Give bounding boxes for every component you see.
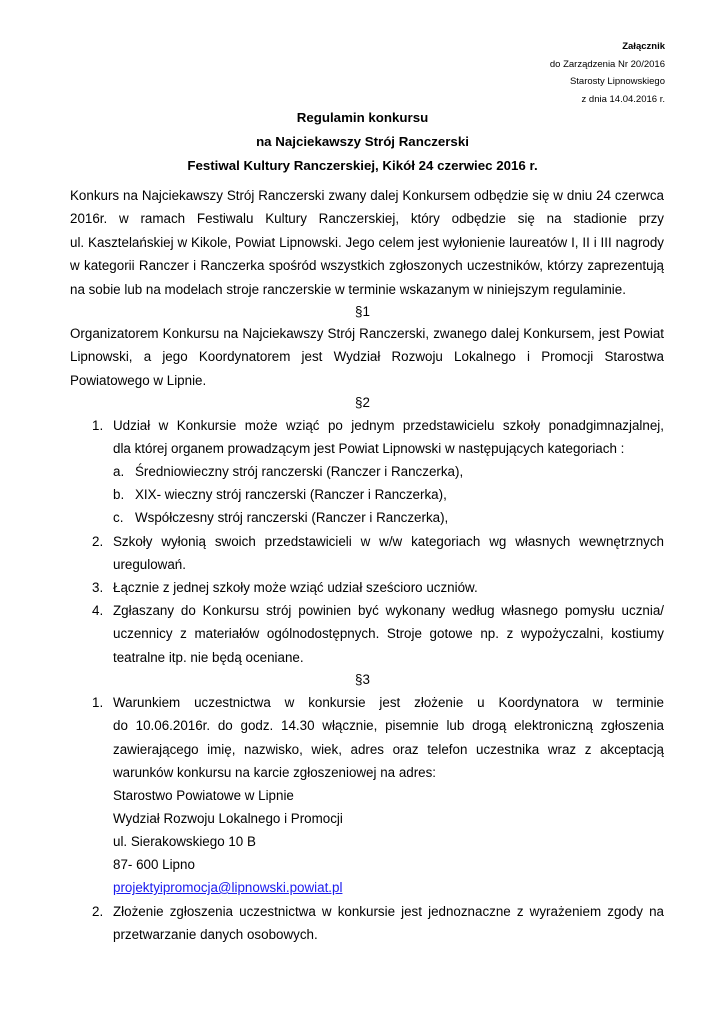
section-heading: §2 [355,395,370,410]
text-line: Warunkiem uczestnictwa w konkursie jest złożenie u Koordynatora w terminie [113,695,664,710]
document-subtitle: Festiwal Kultury Ranczerskiej, Kikół 24 czerwiec 2016 r. [187,158,538,173]
attachment-note [550,38,665,108]
section1-paragraph [70,322,664,392]
text-line: na sobie lub na modelach stroje ranczerskie w terminie wskazanym w niniejszym regulaminie. [70,281,626,297]
text-line: przetwarzanie danych osobowych. [113,927,318,943]
text-line: Lipnowski, a jego Koordynatorem jest Wydział Rozwoju Lokalnego i Promocji Starostwa [70,349,664,365]
text-line: 2016r. w ramach Festiwalu Kultury Ranczerskiej, który odbędzie się na stadionie przy [70,211,664,227]
section-heading: §3 [355,672,370,687]
text-line: w kategorii Ranczer i Ranczerka spośród wszystkich zgłoszonych uczestników, którzy zaprezentują [70,258,664,274]
sublist-label: b. [113,487,125,502]
list-item [113,691,664,785]
text-line: teatralne itp. nie będą oceniane. [113,649,304,665]
list-item [113,599,664,669]
text-line: warunków konkursu na karcie zgłoszeniowej na adres: [113,765,437,781]
address-line: Wydział Rozwoju Lokalnego i Promocji [113,811,343,826]
text-line: Organizatorem Konkursu na Najciekawszy Strój Ranczerski, zwanego dalej Konkursem, jest Powiat [70,326,664,341]
attachment-line: z dnia 14.04.2016 r. [581,93,665,105]
list-number: 1. [92,418,104,433]
list-item [113,900,664,947]
list-item [113,530,664,577]
text-line: dla której organem prowadzącym jest Powiat Lipnowski w następujących kategoriach : [113,441,625,457]
address-line: Starostwo Powiatowe w Lipnie [113,788,294,803]
list-number: 4. [92,603,104,618]
list-item [113,414,664,461]
sublist-item: Współczesny strój ranczerski (Ranczer i Ranczerka), [135,510,449,525]
intro-paragraph [70,184,664,301]
address-line: ul. Sierakowskiego 10 B [113,834,256,849]
text-line: Powiatowego w Lipnie. [70,372,207,388]
sublist-item: Średniowieczny strój ranczerski (Ranczer i Ranczerka), [135,464,464,479]
text-line: Konkurs na Najciekawszy Strój Ranczerski zwany dalej Konkursem odbędzie się w dniu 24 czerwca [70,188,664,203]
address-line: 87- 600 Lipno [113,857,195,872]
attachment-line: do Zarządzenia Nr 20/2016 [549,58,665,70]
text-line: Szkoły wyłonią swoich przedstawicieli w w/w kategoriach wg własnych wewnętrznych [113,534,664,549]
list-item [113,576,664,599]
email-link[interactable]: projektyipromocja@lipnowski.powiat.pl [113,880,343,895]
list-number: 2. [92,534,104,549]
sublist-label: c. [113,510,124,525]
text-line: Łącznie z jednej szkoły może wziąć udział sześcioro uczniów. [113,580,478,595]
attachment-label: Załącznik [622,41,665,52]
section-heading: §1 [355,304,370,319]
text-line: do 10.06.2016r. do godz. 14.30 włącznie, pisemnie lub drogą elektroniczną zgłoszenia [113,718,664,734]
attachment-line: Starosty Lipnowskiego [569,76,665,87]
text-line: ul. Kasztelańskiej w Kikole, Powiat Lipnowski. Jego celem jest wyłonienie laureatów I, II i III nagrody [70,234,664,250]
text-line: zawierającego imię, nazwisko, wiek, adres oraz telefon uczestnika wraz z akceptacją [113,741,664,757]
list-number: 3. [92,580,104,595]
sublist-item: XIX- wieczny strój ranczerski (Ranczer i Ranczerka), [135,487,447,502]
text-line: uregulowań. [113,557,186,573]
document-subtitle: na Najciekawszy Strój Ranczerski [256,134,469,149]
text-line: Udział w Konkursie może wziąć po jednym przedstawicielu szkoły ponadgimnazjalnej, [113,418,664,433]
document-title: Regulamin konkursu [296,110,429,125]
text-line: Zgłaszany do Konkursu strój powinien być wykonany według własnego pomysłu ucznia/ [113,603,664,618]
text-line: Złożenie zgłoszenia uczestnictwa w konkursie jest jednoznaczne z wyrażeniem zgody na [113,904,664,919]
list-number: 2. [92,904,104,919]
sublist-label: a. [113,464,125,479]
text-line: uczennicy z materiałów ogólnodostępnych. Stroje gotowe np. z wypożyczalni, kostiumy [113,626,664,642]
list-number: 1. [92,695,104,710]
